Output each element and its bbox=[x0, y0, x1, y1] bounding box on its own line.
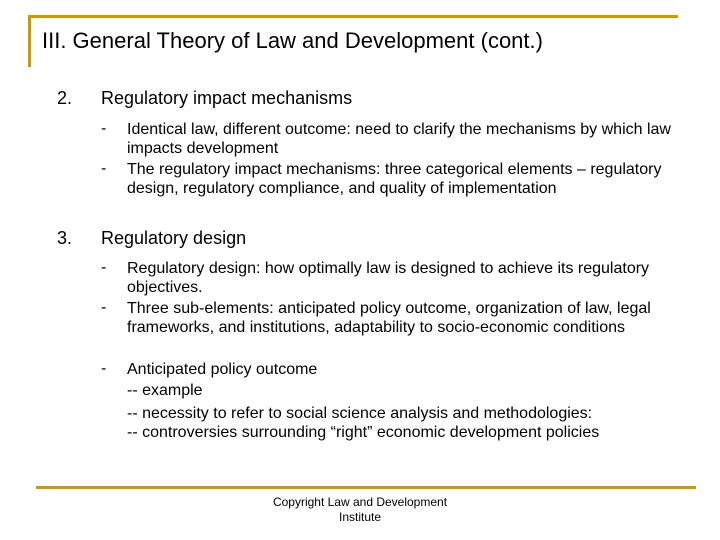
sub-item: -- example bbox=[127, 382, 203, 399]
footer-line: Institute bbox=[338, 510, 382, 524]
section-heading: Regulatory impact mechanisms bbox=[101, 88, 353, 108]
bullet-text: Anticipated policy outcome bbox=[127, 361, 318, 378]
sub-item: -- necessity to refer to social science analysis and methodologies: bbox=[127, 405, 593, 422]
title-rule-top bbox=[30, 15, 678, 18]
slide-title: III. General Theory of Law and Development (cont.) bbox=[42, 28, 543, 53]
bullet-dash: - bbox=[101, 160, 107, 177]
bullet-text: Three sub-elements: anticipated policy outcome, organization of law, legal frameworks, and institutions, adaptability to socio-economic conditions bbox=[127, 300, 651, 336]
bullet-dash: - bbox=[101, 360, 107, 377]
bullet-text: The regulatory impact mechanisms: three categorical elements – regulatory design, regulatory compliance, and quality of implementation bbox=[127, 161, 662, 197]
bullet-dash: - bbox=[101, 120, 107, 137]
bullet-text: Regulatory design: how optimally law is designed to achieve its regulatory objectives. bbox=[127, 260, 650, 296]
footer-copyright bbox=[250, 495, 470, 525]
section-number: 2. bbox=[57, 88, 73, 108]
section-number: 3. bbox=[57, 228, 73, 248]
section-heading: Regulatory design bbox=[101, 228, 247, 248]
bullet-text: Identical law, different outcome: need to clarify the mechanisms by which law impacts development bbox=[127, 121, 671, 157]
title-rule-left bbox=[28, 15, 31, 67]
footer-rule bbox=[36, 486, 696, 489]
sub-item: -- controversies surrounding “right” economic development policies bbox=[127, 424, 600, 441]
footer-line: Copyright Law and Development bbox=[272, 495, 448, 509]
bullet-dash: - bbox=[101, 299, 107, 316]
bullet-dash: - bbox=[101, 259, 107, 276]
